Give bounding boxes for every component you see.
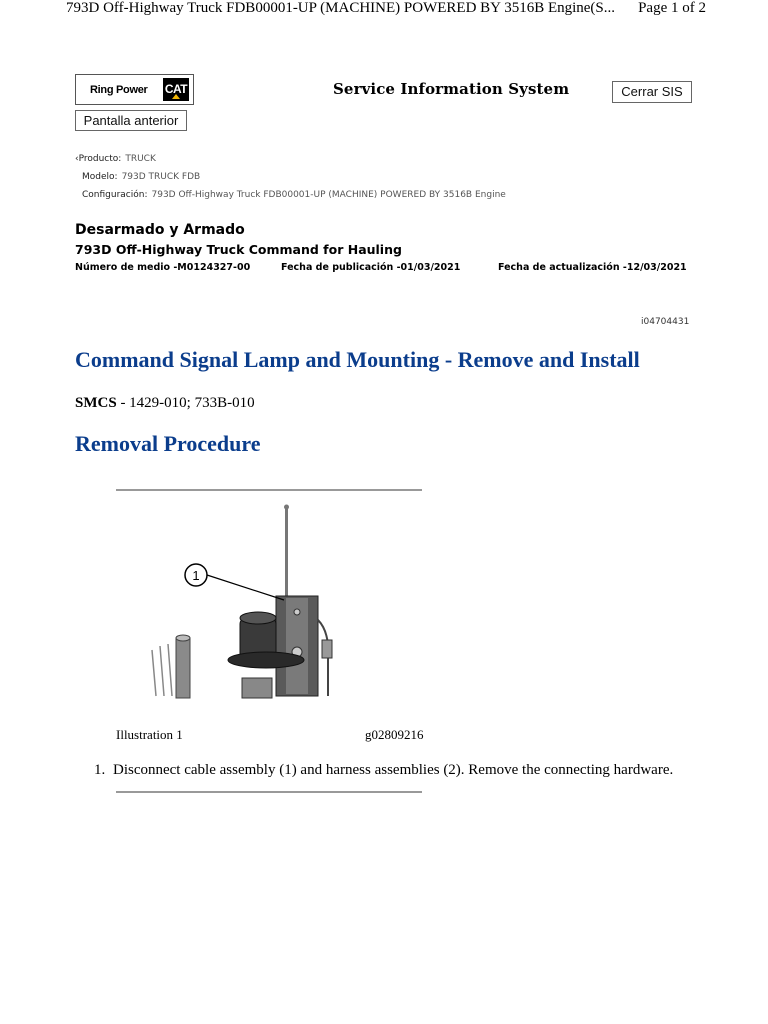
lamp-base	[228, 652, 304, 668]
illustration	[116, 500, 422, 700]
dealer-name: Ring Power	[90, 84, 148, 96]
step-number: 1.	[94, 762, 106, 778]
close-sis-button[interactable]: Cerrar SIS	[612, 81, 692, 103]
print-header-page: Page 1 of 2	[638, 0, 706, 16]
meta-configuration	[82, 190, 506, 200]
cat-logo-text: CAT	[164, 82, 188, 96]
publication-date: Fecha de publicación -01/03/2021	[281, 262, 461, 273]
cat-triangle-icon	[172, 94, 180, 99]
product-value: TRUCK	[125, 154, 156, 164]
cat-logo	[163, 78, 189, 101]
print-header-title: 793D Off-Highway Truck FDB00001-UP (MACHINE) POWERED BY 3516B Engine(S...	[66, 0, 616, 16]
step-text: Disconnect cable assembly (1) and harness assemblies (2). Remove the connecting hardware.	[113, 762, 674, 778]
configuration-label: Configuración:	[82, 190, 148, 200]
divider	[116, 791, 422, 793]
procedure-step	[94, 762, 673, 779]
model-label: Modelo:	[82, 172, 118, 182]
product-label: Producto:	[78, 154, 122, 164]
smcs-codes	[75, 395, 255, 412]
pipe	[176, 638, 190, 698]
antenna-tip	[284, 505, 289, 510]
media-number: Número de medio -M0124327-00	[75, 262, 251, 273]
update-date: Fecha de actualización -12/03/2021	[498, 262, 687, 273]
section-heading: Removal Procedure	[75, 431, 261, 456]
page-title: Command Signal Lamp and Mounting - Remove and Install	[75, 347, 640, 372]
back-arrow-icon[interactable]: ‹	[75, 154, 79, 164]
smcs-label: SMCS	[75, 395, 117, 411]
model-value: 793D TRUCK FDB	[121, 172, 201, 182]
reference-id: i04704431	[641, 317, 690, 327]
illustration-caption: Illustration 1	[116, 727, 183, 742]
meta-product	[75, 154, 156, 164]
document-type: Desarmado y Armado	[75, 222, 245, 238]
document-subtitle: 793D Off-Highway Truck Command for Hauling	[75, 242, 402, 257]
system-title: Service Information System	[333, 80, 570, 98]
divider	[116, 489, 422, 491]
antenna	[285, 506, 288, 596]
dealer-logo	[75, 74, 194, 105]
back-button[interactable]: Pantalla anterior	[75, 110, 187, 131]
smcs-value: - 1429-010; 733B-010	[116, 395, 255, 411]
print-header	[66, 0, 706, 20]
meta-model	[82, 172, 200, 182]
illustration-code: g02809216	[365, 727, 424, 742]
configuration-value: 793D Off-Highway Truck FDB00001-UP (MACHINE) POWERED BY 3516B Engine	[151, 190, 506, 200]
callout-leader	[207, 575, 284, 600]
callout-number: 1	[192, 568, 200, 583]
